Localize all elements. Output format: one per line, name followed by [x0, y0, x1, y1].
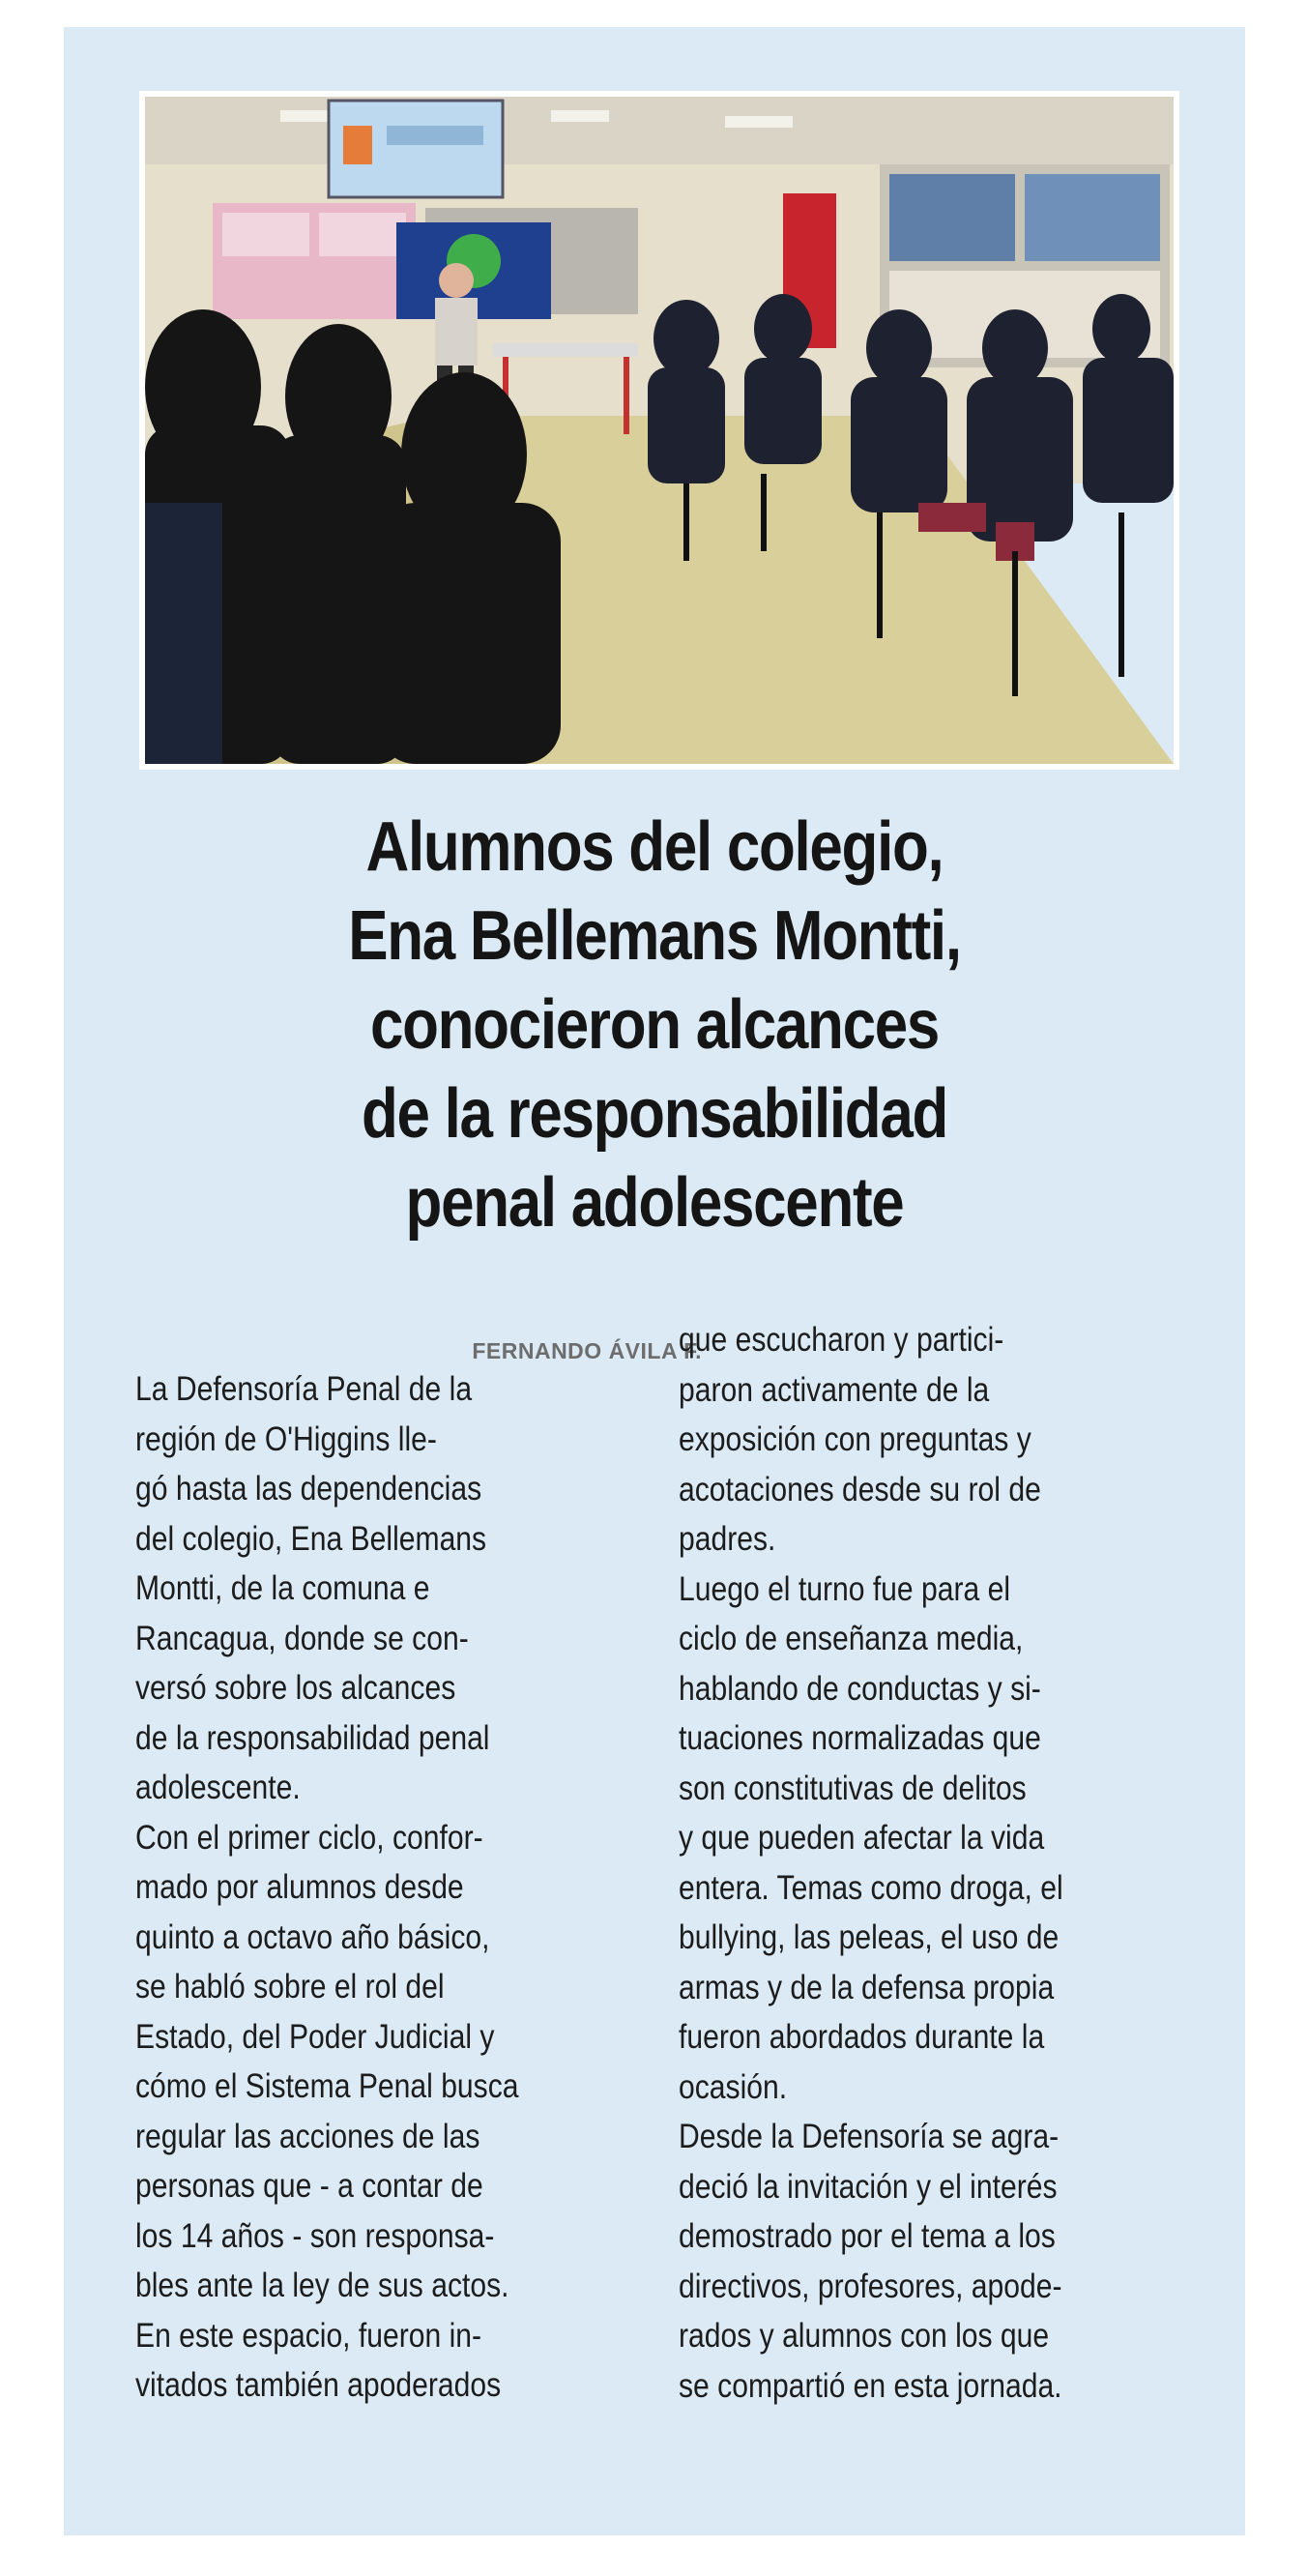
text-line: tuaciones normalizadas que [679, 1719, 1041, 1757]
text-line: gó hasta las dependencias [135, 1470, 482, 1508]
headline-line: de la responsabilidad [361, 1075, 948, 1153]
text-line: regular las acciones de las [135, 2117, 480, 2155]
author-byline: FERNANDO ÁVILA F. [472, 1338, 702, 1363]
text-line: ciclo de enseñanza media, [679, 1620, 1024, 1657]
text-line: del colegio, Ena Bellemans [135, 1519, 487, 1558]
text-line: cómo el Sistema Penal busca [135, 2067, 519, 2105]
text-line: deció la invitación y el interés [679, 2167, 1058, 2206]
text-line: versó sobre los alcances [135, 1669, 456, 1707]
text-line: Rancagua, donde se con- [135, 1619, 469, 1657]
text-line: se compartió en esta jornada. [679, 2366, 1062, 2405]
headline-line: Alumnos del colegio, [365, 808, 944, 886]
text-line: acotaciones desde su rol de [679, 1470, 1041, 1508]
text-line: vitados también apoderados [135, 2366, 502, 2404]
text-line: exposición con preguntas y [679, 1420, 1031, 1458]
text-line: quinto a octavo año básico, [135, 1917, 490, 1956]
article-column-right [679, 1315, 1197, 2411]
text-line: de la responsabilidad penal [135, 1718, 490, 1757]
text-line: y que pueden afectar la vida [679, 1819, 1045, 1857]
article-column-left [135, 1364, 654, 2411]
text-line: hablando de conductas y si- [679, 1669, 1041, 1708]
text-line: ocasión. [679, 2067, 788, 2106]
article-photo [139, 91, 1179, 770]
text-line: Desde la Defensoría se agra- [679, 2118, 1060, 2155]
text-line: padres. [679, 1520, 776, 1558]
headline-line: conocieron alcances [369, 986, 940, 1064]
text-line: demostrado por el tema a los [679, 2217, 1056, 2255]
text-line: adolescente. [135, 1769, 301, 1806]
headline [171, 803, 1137, 1247]
text-line: paron activamente de la [679, 1370, 990, 1409]
text-line: La Defensoría Penal de la [135, 1370, 473, 1408]
text-line: armas y de la defensa propia [679, 1968, 1055, 2006]
text-line: Estado, del Poder Judicial y [135, 2017, 495, 2056]
text-line: Montti, de la comuna e [135, 1569, 430, 1607]
text-line: región de O'Higgins lle- [135, 1420, 437, 1458]
text-line: rados y alumnos con los que [679, 2317, 1050, 2355]
text-line: que escucharon y partici- [679, 1321, 1004, 1359]
text-line: bles ante la ley de sus actos. [135, 2267, 509, 2304]
headline-line: Ena Bellemans Montti, [348, 897, 961, 975]
text-line: directivos, profesores, apode- [679, 2267, 1062, 2305]
text-line: son constitutivas de delitos [679, 1769, 1027, 1807]
text-line: personas que - a contar de [135, 2167, 483, 2205]
article-panel [64, 27, 1245, 2535]
text-line: se habló sobre el rol del [135, 1968, 445, 2005]
headline-line: penal adolescente [405, 1164, 904, 1242]
text-line: entera. Temas como droga, el [679, 1868, 1063, 1907]
text-line: fueron abordados durante la [679, 2018, 1045, 2056]
text-line: Con el primer ciclo, confor- [135, 1818, 483, 1857]
text-line: bullying, las peleas, el uso de [679, 1918, 1060, 1956]
text-line: mado por alumnos desde [135, 1868, 464, 1906]
text-line: En este espacio, fueron in- [135, 2316, 482, 2355]
text-line: los 14 años - son responsa- [135, 2216, 495, 2255]
text-line: Luego el turno fue para el [679, 1569, 1011, 1608]
